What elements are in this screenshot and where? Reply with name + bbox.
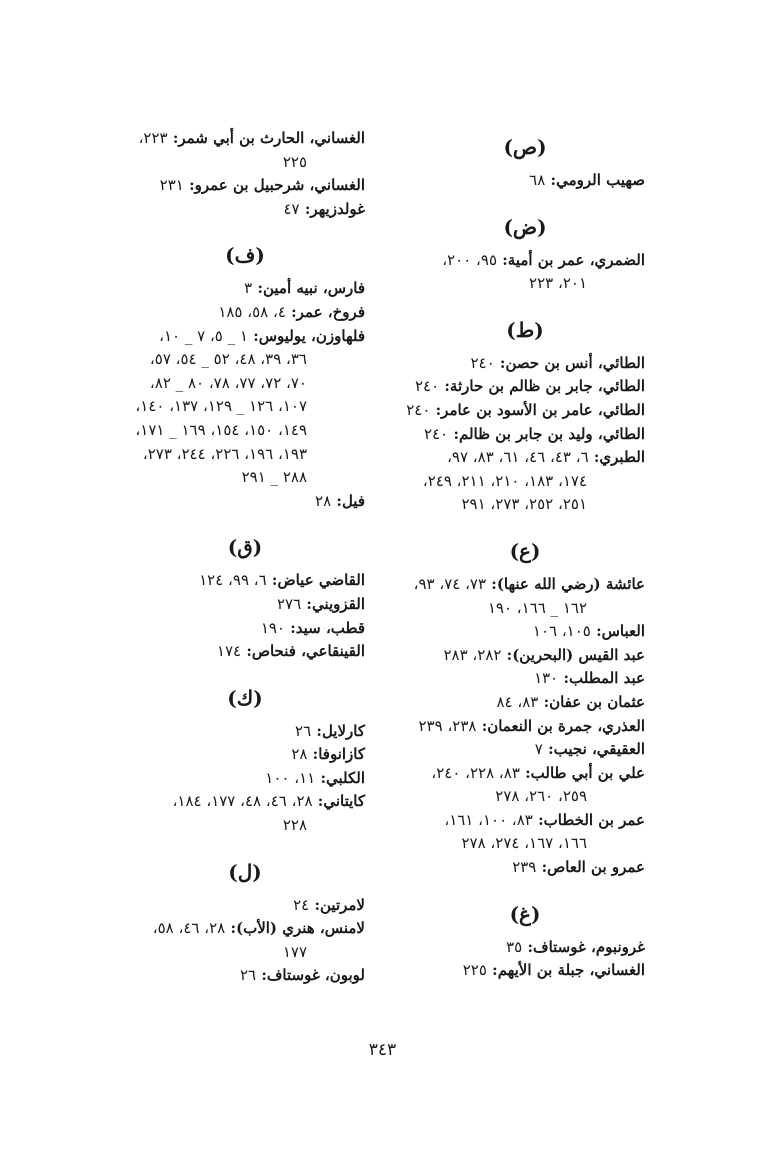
entry-pages: ١ _ ٥، ٧ _ ١٠،: [159, 326, 248, 345]
entry-pages: ٢٣٩: [512, 858, 537, 877]
entry-name: القاضي عياض:: [271, 571, 365, 590]
index-entry: [130, 720, 365, 744]
entry-name: عبد المطلب:: [563, 669, 645, 688]
entry-name: كايتاني:: [317, 792, 365, 811]
entry-pages: ٢٣٨، ٢٣٩: [418, 716, 477, 735]
right-column: [405, 125, 645, 983]
entry-name: قطب، سيد:: [290, 618, 365, 637]
index-entry: [130, 277, 365, 301]
entry-continuation: ١٧٧: [282, 942, 307, 961]
section-letter-heading: (ل): [228, 859, 262, 884]
entry-name: كازانوفا:: [312, 745, 365, 764]
section-letter-heading: (غ): [509, 901, 541, 926]
index-entry: [130, 127, 365, 151]
index-entry: [130, 301, 365, 325]
index-entry: [405, 399, 645, 423]
page-number: ٣٤٣: [368, 1040, 397, 1060]
index-entry: [130, 894, 365, 918]
section-gap: [405, 193, 645, 205]
entry-name: غولدزيهر:: [304, 199, 365, 218]
entry-name: الضمري، عمر بن أمية:: [502, 250, 645, 269]
entry-pages: ٢٧٦: [277, 594, 302, 613]
entry-name: الغساني، جبلة بن الأيهم:: [492, 961, 645, 980]
entry-pages: ٢٨، ٤٦، ٥٨،: [152, 919, 226, 938]
index-entry: [405, 809, 645, 833]
entry-continuation: ٢٥١، ٢٥٢، ٢٧٣، ٢٩١: [461, 495, 587, 514]
entry-name: فيل:: [336, 491, 365, 510]
entry-pages: ٤، ٥٨، ١٨٥: [218, 302, 286, 321]
index-entry: [130, 617, 365, 641]
index-entry: [130, 174, 365, 198]
entry-name: فلهاوزن، يوليوس:: [253, 326, 365, 345]
entry-pages: ٢٤٠: [424, 424, 449, 443]
section-letter-heading: (ط): [506, 317, 544, 342]
entry-continuation: ١٦٢ _ ١٦٦، ١٩٠: [487, 598, 587, 617]
index-entry: [405, 446, 645, 470]
index-entry: [405, 169, 645, 193]
entry-name: كارلايل:: [316, 721, 365, 740]
section-gap: [130, 664, 365, 676]
section-gap: [405, 296, 645, 308]
entry-pages: ٦، ٩٩، ١٢٤: [199, 571, 267, 590]
entry-pages: ١٠٥، ١٠٦: [532, 622, 591, 641]
entry-continuation: ١٠٧، ١٢٦ _ ١٢٩، ١٣٧، ١٤٠،: [135, 397, 307, 416]
index-entry: [130, 767, 365, 791]
entry-continuation: ١٧٤، ١٨٣، ٢١٠، ٢١١، ٢٤٩،: [422, 471, 587, 490]
entry-name: الطائي، أنس بن حصن:: [499, 353, 645, 372]
index-entry: [130, 569, 365, 593]
entry-name: علي بن أبي طالب:: [525, 763, 645, 782]
index-entry: [405, 856, 645, 880]
entry-name: الطائي، وليد بن جابر بن ظالم:: [453, 424, 645, 443]
entry-pages: ٢٢٥: [462, 961, 487, 980]
index-entry: [405, 936, 645, 960]
index-entry: [130, 917, 365, 941]
entry-name: غرونبوم، غوستاف:: [527, 937, 645, 956]
entry-pages: ٢٨: [291, 745, 308, 764]
section-letter-heading: (ع): [509, 538, 541, 563]
index-entry: [130, 640, 365, 664]
section-letter-heading: (ض): [503, 214, 547, 239]
entry-name: عثمان بن عفان:: [543, 692, 645, 711]
entry-pages: ٢٤: [293, 895, 310, 914]
index-entry: [405, 715, 645, 739]
entry-pages: ٧: [534, 740, 543, 759]
entry-name: الطبري:: [593, 448, 645, 467]
entry-name: فارس، نبيه أمين:: [257, 279, 365, 298]
entry-pages: ٢٤٠: [406, 400, 431, 419]
entry-pages: ٢٣١: [159, 176, 184, 195]
entry-pages: ٦٨: [529, 171, 546, 189]
section-letter-heading: (ص): [503, 135, 547, 159]
index-entry: [405, 959, 645, 983]
entry-pages: ٢٦: [295, 721, 312, 740]
entry-pages: ٢٨، ٤٦، ٤٨، ١٧٧، ١٨٤،: [172, 792, 313, 811]
entry-pages: ٨٣، ٢٢٨، ٢٤٠،: [431, 763, 520, 782]
entry-pages: ٧٣، ٧٤، ٩٣،: [413, 574, 487, 593]
entry-name: العقيقي، نجيب:: [548, 740, 645, 759]
entry-name: الطائي، جابر بن ظالم بن حارثة:: [444, 377, 645, 396]
entry-name: الطائي، عامر بن الأسود بن عامر:: [435, 400, 645, 419]
entry-name: الغساني، شرحبيل بن عمرو:: [189, 176, 365, 195]
entry-pages: ١٣٠: [534, 669, 559, 688]
section-gap: [405, 517, 645, 529]
entry-name: لامنس، هنري (الأب):: [230, 919, 365, 938]
entry-name: عمر بن الخطاب:: [538, 810, 645, 829]
entry-pages: ١٧٤: [216, 642, 242, 661]
entry-pages: ١١، ١٠٠: [265, 768, 316, 787]
entry-pages: ٨٣، ١٠٠، ١٦١،: [444, 810, 533, 829]
index-entry: [130, 743, 365, 767]
entry-continuation: ٣٦، ٣٩، ٤٨، ٥٢ _ ٥٤، ٥٧،: [149, 350, 307, 369]
entry-name: الكلبي:: [320, 768, 365, 787]
index-entry: [405, 352, 645, 376]
entry-continuation: ١٤٩، ١٥٠، ١٥٤، ١٦٩ _ ١٧١،: [135, 420, 307, 439]
index-entry: [405, 375, 645, 399]
index-entry: [405, 691, 645, 715]
section-gap: [130, 513, 365, 525]
index-entry: [405, 249, 645, 273]
entry-name: عبد القيس (البحرين):: [506, 645, 645, 664]
entry-pages: ٣: [244, 279, 253, 298]
section-gap: [130, 838, 365, 850]
entry-name: لوبون، غوستاف:: [261, 966, 365, 985]
index-entry: [130, 490, 365, 514]
index-entry: [130, 964, 365, 988]
entry-pages: ٢٦: [239, 966, 257, 985]
entry-pages: ٢٤٠: [470, 353, 495, 372]
entry-pages: ٢٨: [315, 491, 332, 510]
section-letter-heading: (ك): [227, 685, 263, 710]
entry-pages: ٢٢٣،: [138, 129, 168, 147]
entry-continuation: ٢٢٥: [282, 152, 307, 171]
left-column: [130, 127, 365, 988]
index-entry: [405, 667, 645, 691]
section-gap: [405, 880, 645, 892]
entry-name: صهيب الرومي:: [550, 171, 645, 189]
index-entry: [130, 593, 365, 617]
index-entry: [405, 644, 645, 668]
entry-continuation: ٧٠، ٧٢، ٧٧، ٧٨، ٨٠ _ ٨٢،: [149, 373, 307, 392]
entry-continuation: ٢٠١، ٢٢٣: [529, 274, 587, 293]
entry-continuation: ٢٨٨ _ ٢٩١: [241, 468, 307, 487]
entry-continuation: ١٦٦، ١٦٧، ٢٧٤، ٢٧٨: [461, 834, 587, 853]
entry-name: العذري، جمرة بن النعمان:: [481, 716, 645, 735]
index-entry: [405, 573, 645, 597]
entry-pages: ٢٨٢، ٢٨٣: [443, 645, 502, 664]
entry-continuation: ٢٥٩، ٢٦٠، ٢٧٨: [495, 787, 587, 806]
entry-name: لامرتين:: [314, 895, 365, 914]
index-entry: [405, 762, 645, 786]
entry-continuation: ١٩٣، ١٩٦، ٢٢٦، ٢٤٤، ٢٧٣،: [142, 444, 307, 463]
entry-pages: ١٩٠: [260, 618, 285, 637]
entry-pages: ٤٧: [283, 199, 300, 218]
index-entry: [405, 423, 645, 447]
entry-name: فروخ، عمر:: [291, 302, 365, 321]
index-entry: [405, 738, 645, 762]
entry-name: عائشة (رضي الله عنها):: [491, 574, 645, 593]
entry-continuation: ٢٢٨: [282, 816, 307, 835]
index-entry: [405, 620, 645, 644]
index-entry: [130, 198, 365, 222]
entry-name: عمرو بن العاص:: [541, 858, 645, 877]
index-entry: [130, 790, 365, 814]
section-gap: [130, 221, 365, 233]
entry-pages: ٣٥: [506, 937, 523, 956]
section-letter-heading: (ف): [225, 243, 265, 268]
entry-pages: ٦، ٤٣، ٤٦، ٦١، ٨٣، ٩٧،: [447, 448, 589, 467]
entry-pages: ٩٥، ٢٠٠،: [442, 250, 498, 269]
entry-name: العباس:: [596, 622, 645, 641]
index-entry: [130, 325, 365, 349]
section-letter-heading: (ق): [227, 535, 263, 560]
entry-name: القينقاعي، فنحاص:: [246, 642, 365, 661]
entry-name: الغساني، الحارث بن أبي شمر:: [172, 129, 365, 147]
entry-pages: ٨٣، ٨٤: [496, 692, 539, 711]
entry-name: القزويني:: [306, 594, 365, 613]
entry-pages: ٢٤٠: [414, 377, 440, 396]
